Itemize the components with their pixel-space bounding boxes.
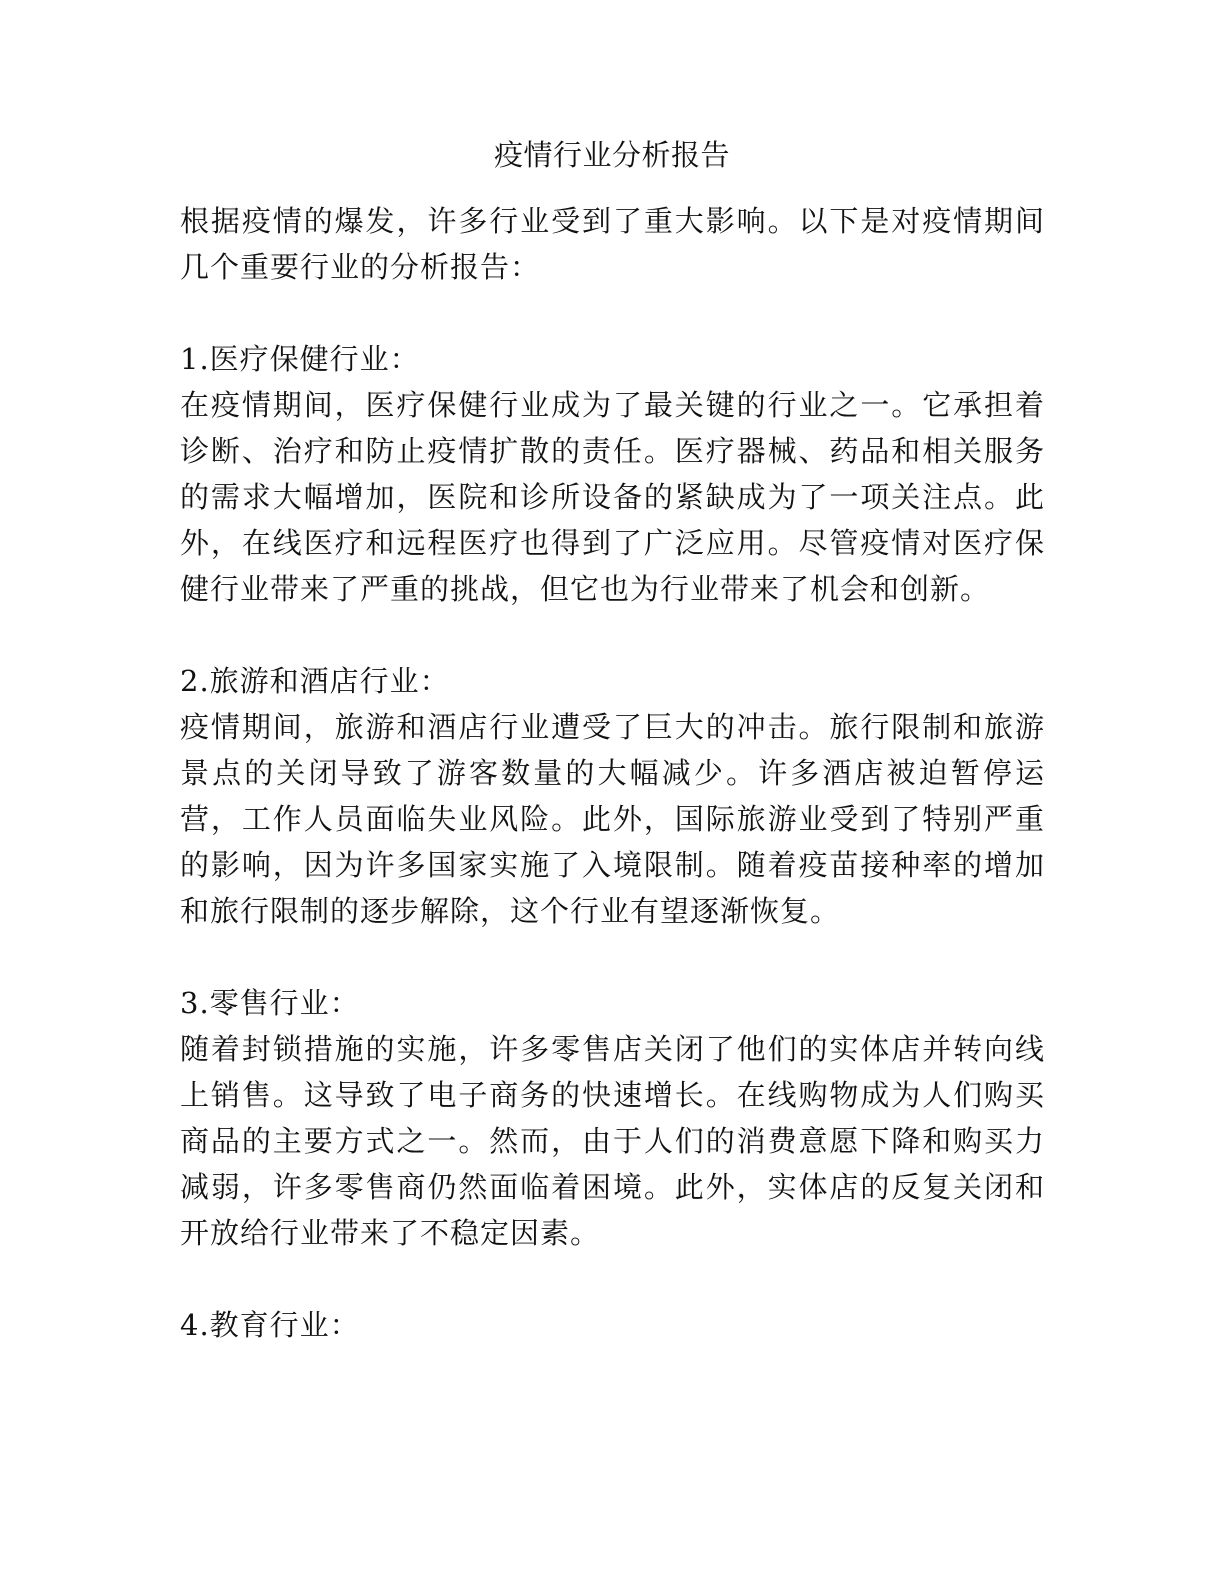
document-title: 疫情行业分析报告: [493, 138, 730, 172]
paragraph-gap: [180, 612, 1045, 658]
section-heading-tourism-hotel: 2.旅游和酒店行业：: [180, 664, 450, 698]
section-heading-retail: 3.零售行业：: [180, 986, 360, 1020]
section-text-healthcare: 在疫情期间，医疗保健行业成为了最关键的行业之一。它承担着诊断、治疗和防止疫情扩散的责任。医疗器械、药品和相关服务的需求大幅增加，医院和诊所设备的紧缺成为了一项关注点。此外，在线医疗和远程医疗也得到了广泛应用。尽管疫情对医疗保健行业带来了严重的挑战，但它也为行业带来了机会和创新。: [180, 388, 1045, 606]
paragraph-gap: [180, 934, 1045, 980]
section-heading-education: 4.教育行业：: [180, 1308, 360, 1342]
section-text-tourism-hotel: 疫情期间，旅游和酒店行业遭受了巨大的冲击。旅行限制和旅游景点的关闭导致了游客数量的大幅减少。许多酒店被迫暂停运营，工作人员面临失业风险。此外，国际旅游业受到了特别严重的影响，因为许多国家实施了入境限制。随着疫苗接种率的增加和旅行限制的逐步解除，这个行业有望逐渐恢复。: [180, 710, 1045, 928]
section-text-retail: 随着封锁措施的实施，许多零售店关闭了他们的实体店并转向线上销售。这导致了电子商务的快速增长。在线购物成为人们购买商品的主要方式之一。然而，由于人们的消费意愿下降和购买力减弱，许多零售商仍然面临着困境。此外，实体店的反复关闭和开放给行业带来了不稳定因素。: [180, 1032, 1045, 1250]
section-heading-healthcare: 1.医疗保健行业：: [180, 342, 420, 376]
intro-paragraph: 根据疫情的爆发，许多行业受到了重大影响。以下是对疫情期间几个重要行业的分析报告：: [180, 204, 1045, 284]
paragraph-gap: [180, 290, 1045, 336]
document-body: [180, 198, 1045, 1348]
paragraph-gap: [180, 1256, 1045, 1302]
